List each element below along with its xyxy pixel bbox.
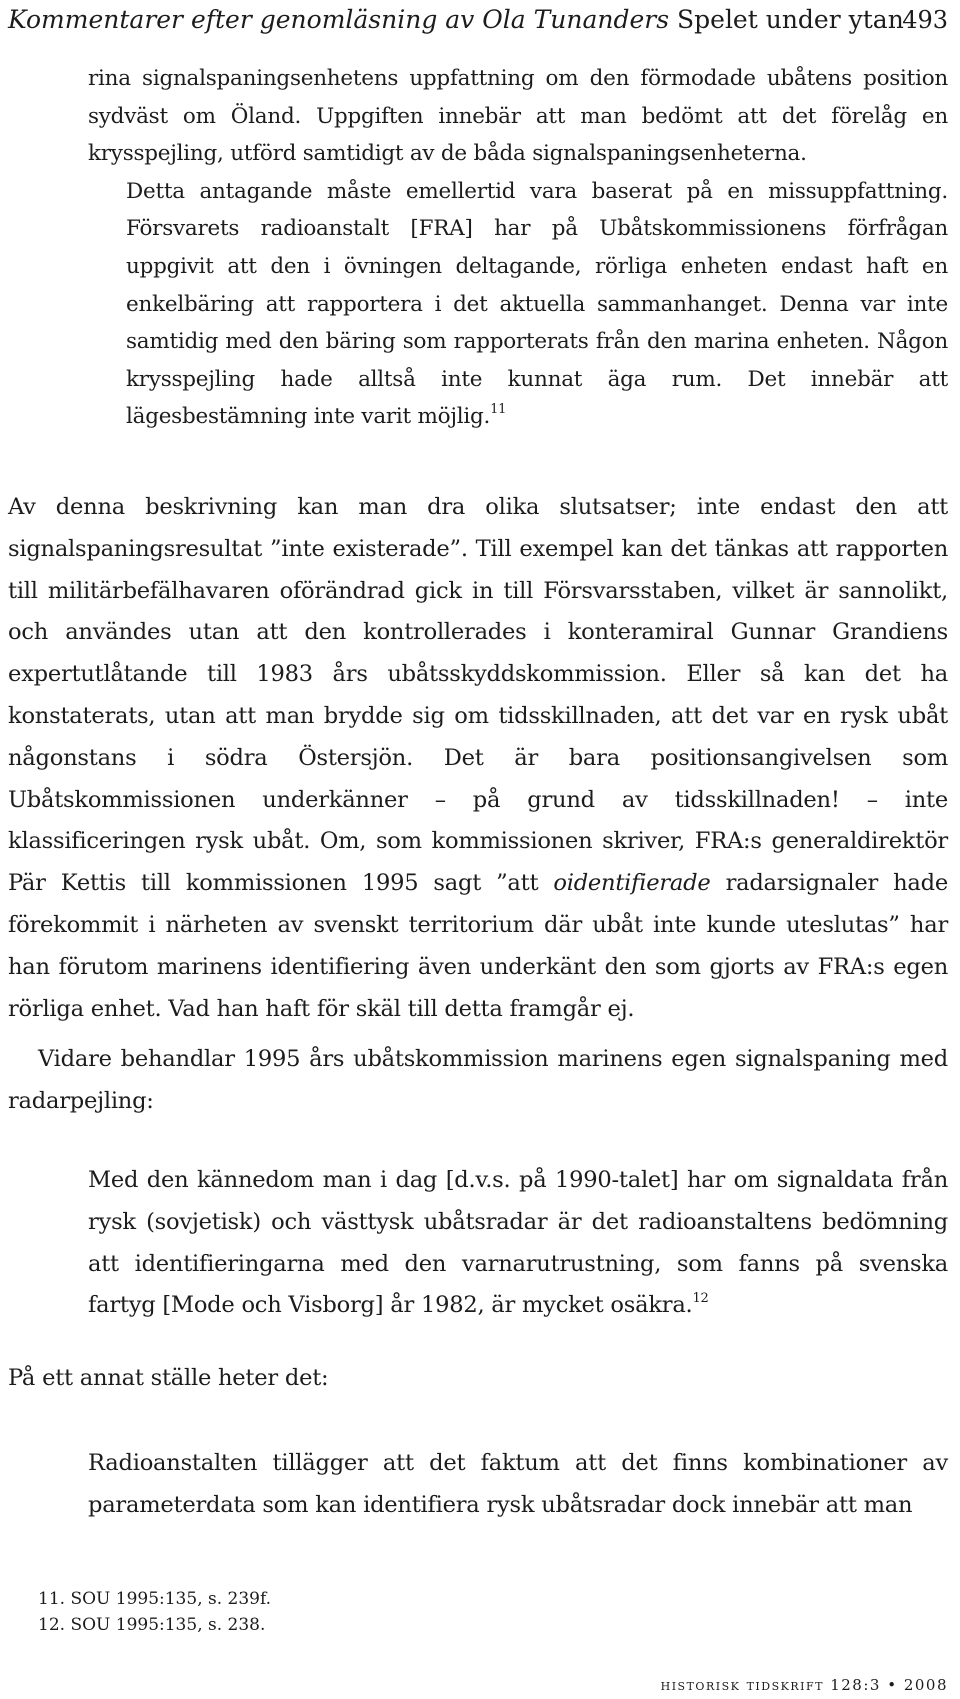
footnote-ref-12[interactable]: 12 <box>692 1291 709 1307</box>
block-quote-3: Radioanstalten tillägger att det faktum att det finns kombinationer av parameterdata som kan identifiera rysk ubåtsradar dock innebär att man <box>88 1450 948 1518</box>
running-header-title <box>8 0 904 40</box>
block-quote-2 <box>88 1160 948 1327</box>
body-paragraph-3: På ett annat ställe heter det: <box>8 1365 329 1391</box>
block-quote-1-para-2-text: Detta antagande måste emellertid vara baserat på en missuppfattning. Försvarets radioanstalt [FRA] har på Ubåtskommissionens förfrågan uppgivit att den i övningen deltagande, rörliga enheten endast haft en enkelbäring att rapportera i det aktuella sammanhanget. Denna var inte samtidig med den bäring som rapporterats från den marina enheten. Någon krysspejling hade alltså inte kunnat äga rum. Det innebär att lägesbestämning inte varit möjlig. <box>126 178 948 430</box>
body-paragraph-1-part-1: Av denna beskrivning kan man dra olika slutsatser; inte endast den att signalspaningsresultat ”inte existerade”. Till exempel kan det tänkas att rapporten till militärbefälhavaren oförändrad gick in till Försvarsstaben, vilket är sannolikt, och användes utan att den kontrollerades i konteramiral Gunnar Grandiens expertutlåtande till 1983 års ubåtsskyddskommission. Eller så kan det ha konstaterats, utan att man brydde sig om tidsskillnaden, att det var en rysk ubåt någonstans i södra Östersjön. Det är bara positionsangivelsen som Ubåtskommissionen underkänner – på grund av tidsskillnaden! – inte klassificeringen rysk ubåt. Om, som kommissionen skriver, FRA:s generaldirektör Pär Kettis till kommissionen 1995 sagt ”att <box>8 494 948 897</box>
body-paragraph-1-emphasis: oidentifierade <box>553 870 711 897</box>
header-title-italic: Kommentarer efter genomläsning av Ola Tunanders <box>8 5 670 34</box>
body-paragraph-1 <box>8 487 948 1030</box>
running-header <box>8 0 948 40</box>
footnote-ref-11[interactable]: 11 <box>490 402 507 418</box>
header-title-book: Spelet under ytan <box>677 5 904 34</box>
body-paragraph-2 <box>8 1039 948 1123</box>
block-quote-1 <box>88 60 948 436</box>
page-number: 493 <box>902 6 948 34</box>
body-paragraph-1-part-2: radarsignaler hade förekommit i närheten av svenskt territorium där ubåt inte kunde uteslutas” har han förutom marinens identifiering även underkänt den som gjorts av FRA:s egen rörliga enhet. Vad han haft för skäl till detta framgår ej. <box>8 870 948 1022</box>
block-quote-1-para-1: rina signalspaningsenhetens uppfattning om den förmodade ubåtens position sydväst om Öland. Uppgiften innebär att man bedömt att det förelåg en krysspejling, utförd samtidigt av de båda signalspaningsenheterna. <box>88 66 948 167</box>
block-quote-2-text: Med den kännedom man i dag [d.v.s. på 1990-talet] har om signaldata från rysk (sovjetisk) och västtysk ubåtsradar är det radioanstaltens bedömning att identifieringarna med den varnarutrustning, som fanns på svenska fartyg [Mode och Visborg] år 1982, är mycket osäkra. <box>88 1167 948 1319</box>
running-footer: historisk tidskrift 128:3 • 2008 <box>660 1676 948 1694</box>
footnotes <box>38 1586 938 1638</box>
footnote-11: 11. SOU 1995:135, s. 239f. <box>38 1589 272 1609</box>
footnote-12: 12. SOU 1995:135, s. 238. <box>38 1615 266 1635</box>
body-paragraph-2-text: Vidare behandlar 1995 års ubåtskommission marinens egen signalspaning med radarpejling: <box>8 1046 948 1114</box>
block-quote-1-para-2 <box>88 173 948 436</box>
